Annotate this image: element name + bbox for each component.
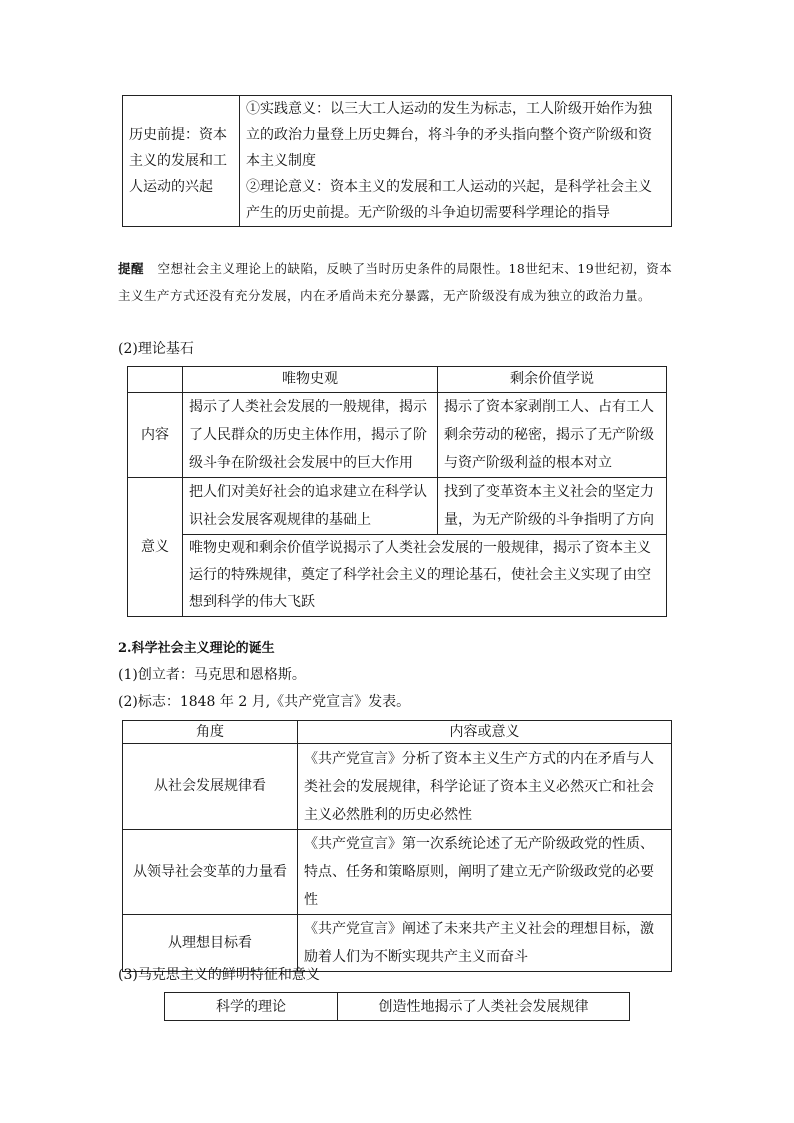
content-surplus-value: 揭示了资本家剥削工人、占有工人剩余劳动的秘密，揭示了无产阶级与资产阶级利益的根本对立 <box>438 393 667 478</box>
premise-label-cell: 历史前提：资本主义的发展和工人运动的兴起 <box>123 96 240 227</box>
reminder-label: 提醒 <box>118 261 145 276</box>
feature-value: 创造性地揭示了人类社会发展规律 <box>338 993 630 1021</box>
header-empty-cell <box>128 367 183 393</box>
row-content-label: 内容 <box>128 393 183 478</box>
row-meaning-label: 意义 <box>128 478 183 617</box>
meaning-combined: 唯物史观和剩余价值学说揭示了人类社会发展的一般规律，揭示了资本主义运行的特殊规律，奠定了科学社会主义的理论基石，使社会主义实现了由空想到科学的伟大飞跃 <box>183 535 667 617</box>
reminder-text: 空想社会主义理论上的缺陷，反映了当时历史条件的局限性。18世纪末、19世纪初，资本主义生产方式还没有充分发展，内在矛盾尚未充分暴露，无产阶级没有成为独立的政治力量。 <box>118 261 673 303</box>
manifesto-table <box>122 720 672 972</box>
founders-line: (1)创立者：马克思和恩格斯。 <box>118 667 306 683</box>
header-angle: 角度 <box>123 721 298 744</box>
theoretical-significance: ②理论意义：资本主义的发展和工人运动的兴起，是科学社会主义产生的历史前提。无产阶级的斗争迫切需要科学理论的指导 <box>246 179 652 221</box>
meaning-surplus-value: 找到了变革资本主义社会的坚定力量，为无产阶级的斗争指明了方向 <box>438 478 667 535</box>
header-surplus-value: 剩余价值学说 <box>438 367 667 393</box>
mark-line: (2)标志：1848 年 2 月,《共产党宣言》发表。 <box>118 694 411 710</box>
marxism-features-table <box>164 992 630 1021</box>
manifesto-content-cell: 《共产党宣言》第一次系统论述了无产阶级政党的性质、特点、任务和策略原则，阐明了建立无产阶级政党的必要性 <box>298 830 672 915</box>
feature-label: 科学的理论 <box>165 993 338 1021</box>
historical-premise-table <box>122 95 672 227</box>
theory-foundation-table <box>127 366 667 617</box>
section3-heading: (3)马克思主义的鲜明特征和意义 <box>118 967 320 983</box>
practical-significance: ①实践意义：以三大工人运动的发生为标志，工人阶级开始作为独立的政治力量登上历史舞台，将斗争的矛头指向整个资产阶级和资本主义制度 <box>246 101 652 169</box>
angle-cell: 从社会发展规律看 <box>123 744 298 830</box>
header-historical-materialism: 唯物史观 <box>183 367 438 393</box>
angle-cell: 从理想目标看 <box>123 915 298 972</box>
header-content: 内容或意义 <box>298 721 672 744</box>
manifesto-content-cell: 《共产党宣言》分析了资本主义生产方式的内在矛盾与人类社会的发展规律，科学论证了资本主义必然灭亡和社会主义必然胜利的历史必然性 <box>298 744 672 830</box>
manifesto-content-cell: 《共产党宣言》阐述了未来共产主义社会的理想目标，激励着人们为不断实现共产主义而奋斗 <box>298 915 672 972</box>
premise-detail-cell <box>240 96 672 227</box>
theory-heading: (2)理论基石 <box>118 341 194 357</box>
angle-cell: 从领导社会变革的力量看 <box>123 830 298 915</box>
meaning-historical-materialism: 把人们对美好社会的追求建立在科学认识社会发展客观规律的基础上 <box>183 478 438 535</box>
reminder-note <box>118 255 678 309</box>
section2-heading: 2.科学社会主义理论的诞生 <box>118 641 275 656</box>
content-historical-materialism: 揭示了人类社会发展的一般规律，揭示了人民群众的历史主体作用，揭示了阶级斗争在阶级社会发展中的巨大作用 <box>183 393 438 478</box>
